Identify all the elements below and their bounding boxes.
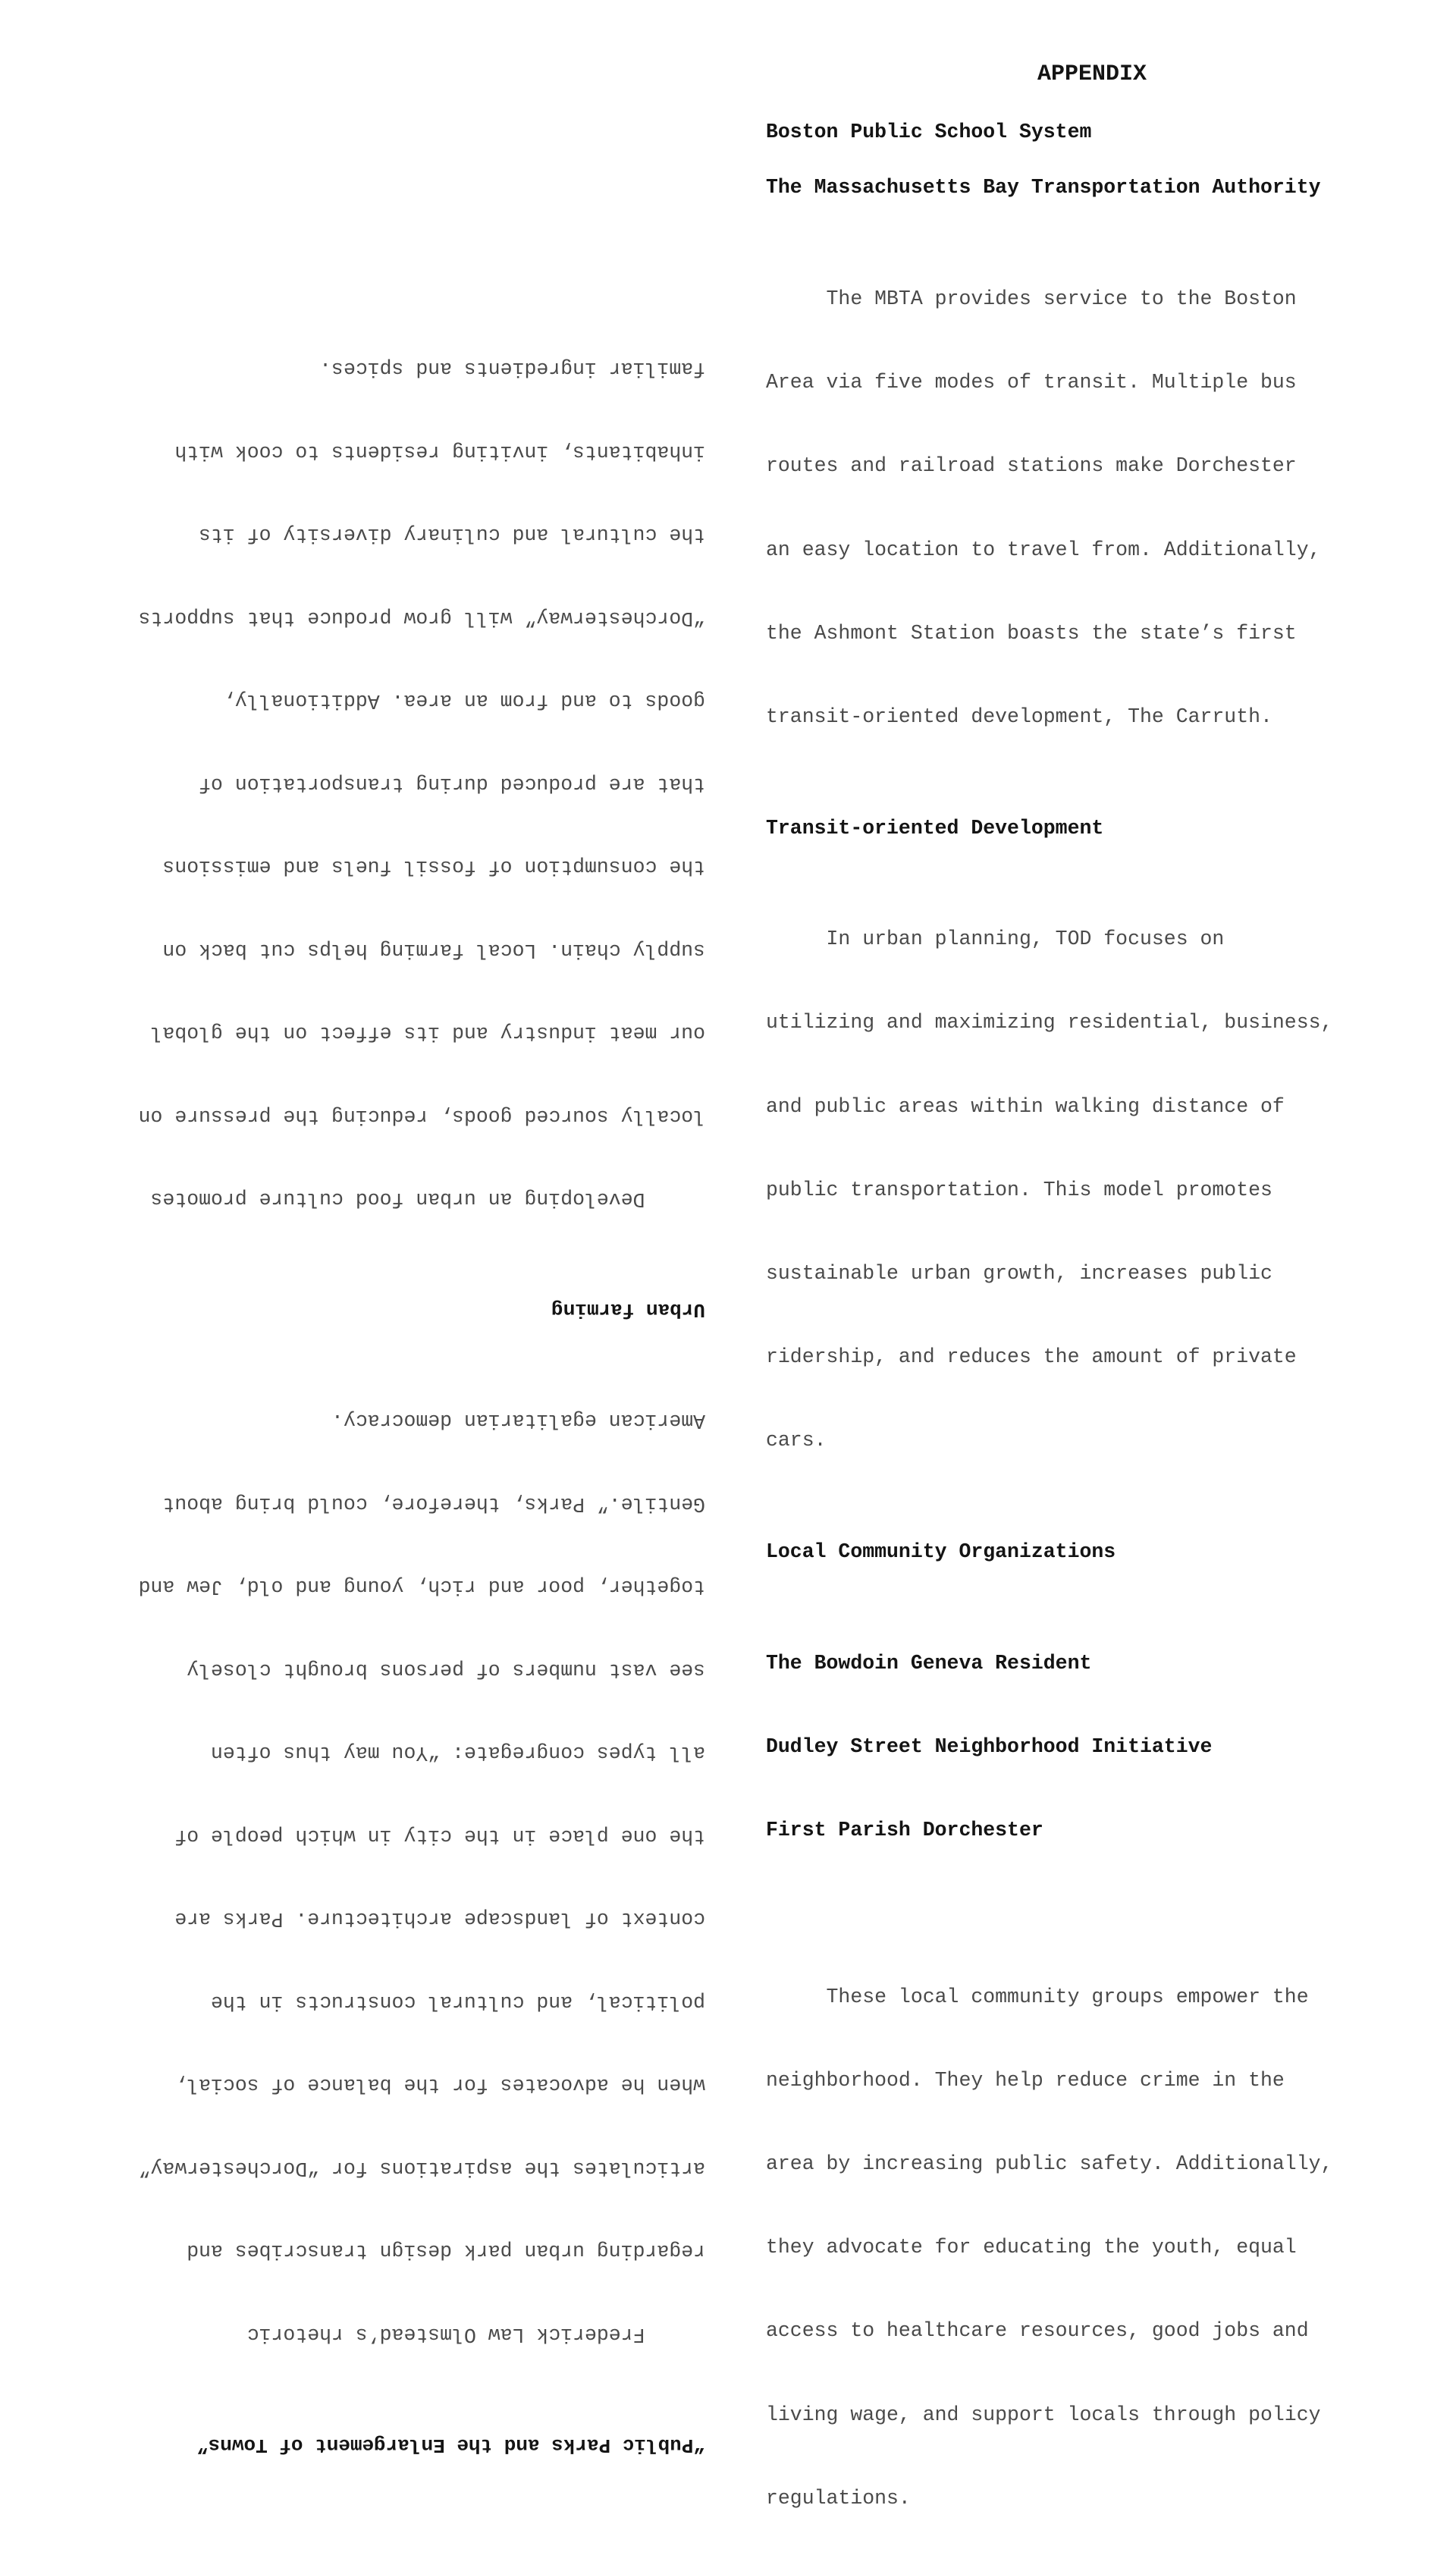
- page-title: APPENDIX: [1037, 61, 1147, 87]
- upside-down-text-block: [68, 300, 705, 2459]
- section-heading-mbta: The Massachusetts Bay Transportation Authority: [766, 176, 1321, 199]
- paragraph-line: familiar ingredients and spices.: [319, 357, 705, 381]
- paragraph-line: These local community groups empower the: [766, 1986, 1309, 2008]
- paragraph-line: regulations.: [766, 2486, 911, 2510]
- paragraph-line: our meat industry and its effect on the global: [150, 1022, 705, 1045]
- paragraph-line: cars.: [766, 1428, 827, 1452]
- appendix-content: [766, 118, 1433, 2568]
- paragraph-line: utilizing and maximizing residential, business,: [766, 1011, 1333, 1034]
- paragraph-line: sustainable urban growth, increases public: [766, 1261, 1272, 1285]
- paragraph-line: neighborhood. They help reduce crime in the: [766, 2069, 1285, 2092]
- paragraph-line: they advocate for educating the youth, equal: [766, 2236, 1297, 2259]
- left-page: [0, 0, 728, 2457]
- tod-paragraph: [766, 870, 1433, 1510]
- paragraph-line: locally sourced goods, reducing the pressure on: [138, 1105, 705, 1128]
- paragraph-line: area by increasing public safety. Additionally,: [766, 2152, 1333, 2176]
- paragraph-line: when he advocates for the balance of social,: [174, 2074, 705, 2097]
- section-heading-school-system: Boston Public School System: [766, 121, 1092, 143]
- paragraph-line: the one place in the city in which people of: [174, 1825, 705, 1848]
- paragraph-line: supply chain. Local farming helps cut back on: [162, 939, 705, 962]
- paragraph-line: and public areas within walking distance of: [766, 1094, 1285, 1118]
- section-heading-public-parks: “Public Parks and the Enlargement of Towns”: [196, 2434, 705, 2457]
- paragraph-line: inhabitants, inviting residents to cook with: [174, 441, 705, 463]
- paragraph-line: Area via five modes of transit. Multiple bus: [766, 371, 1297, 394]
- parks-paragraph: [68, 1351, 705, 2403]
- paragraph-line: ridership, and reduces the amount of private: [766, 1345, 1297, 1368]
- paragraph-line: all types congregate: “You may thus often: [210, 1741, 705, 1765]
- paragraph-line: an easy location to travel from. Additionally,: [766, 538, 1321, 561]
- paragraph-line: context of landscape architecture. Parks are: [174, 1907, 705, 1931]
- paragraph-line: In urban planning, TOD focuses on: [766, 928, 1225, 951]
- paragraph-line: Gentile.” Parks, therefore, could bring about: [162, 1493, 705, 1515]
- paragraph-line: regarding urban park design transcribes and: [187, 2240, 705, 2263]
- paragraph-line: goods to and from an area. Additionally,: [222, 689, 705, 713]
- section-heading-tod: Transit-oriented Development: [766, 816, 1104, 840]
- paragraph-line: the Ashmont Station boasts the state’s first: [766, 621, 1297, 645]
- paragraph-line: The MBTA provides service to the Boston: [766, 287, 1297, 311]
- section-heading-local-organizations: Local Community Organizations: [766, 1540, 1116, 1563]
- paragraph-line: “Dorchesterway” will grow produce that supports: [138, 607, 705, 629]
- paragraph-line: routes and railroad stations make Dorchester: [766, 454, 1297, 478]
- paragraph-line: Frederick Law Olmstead’s rhetoric: [246, 2323, 705, 2346]
- paragraph-line: political, and cultural constructs in the: [210, 1991, 705, 2014]
- organization-list: [766, 1593, 1433, 1900]
- paragraph-line: American egalitarian democracy.: [331, 1409, 705, 1433]
- paragraph-line: articulates the aspirations for “Dorchesterway”: [138, 2157, 705, 2180]
- local-paragraph: [766, 1928, 1433, 2568]
- paragraph-line: public transportation. This model promotes: [766, 1178, 1272, 1201]
- organization-name: The Bowdoin Geneva Resident: [766, 1651, 1092, 1675]
- paragraph-line: together, poor and rich, young and old, Jew and: [138, 1575, 705, 1599]
- section-heading-urban-farming: Urban farming: [551, 1298, 705, 1322]
- paragraph-line: that are produced during transportation of: [199, 773, 705, 796]
- paragraph-line: Developing an urban food culture promotes: [150, 1188, 705, 1211]
- organization-name: Dudley Street Neighborhood Initiative: [766, 1734, 1213, 1758]
- paragraph-line: see vast numbers of persons brought closely: [187, 1659, 705, 1681]
- paragraph-line: access to healthcare resources, good jobs and: [766, 2319, 1309, 2343]
- paragraph-line: transit-oriented development, The Carruth.: [766, 705, 1272, 728]
- paragraph-line: the cultural and culinary diversity of its: [199, 523, 705, 547]
- paragraph-line: living wage, and support locals through policy: [766, 2403, 1321, 2426]
- farming-paragraph: [68, 300, 705, 1269]
- right-page: [728, 0, 1456, 2510]
- mbta-paragraph: [766, 230, 1433, 786]
- paragraph-line: the consumption of fossil fuels and emissions: [162, 855, 705, 879]
- organization-name: First Parish Dorchester: [766, 1818, 1043, 1841]
